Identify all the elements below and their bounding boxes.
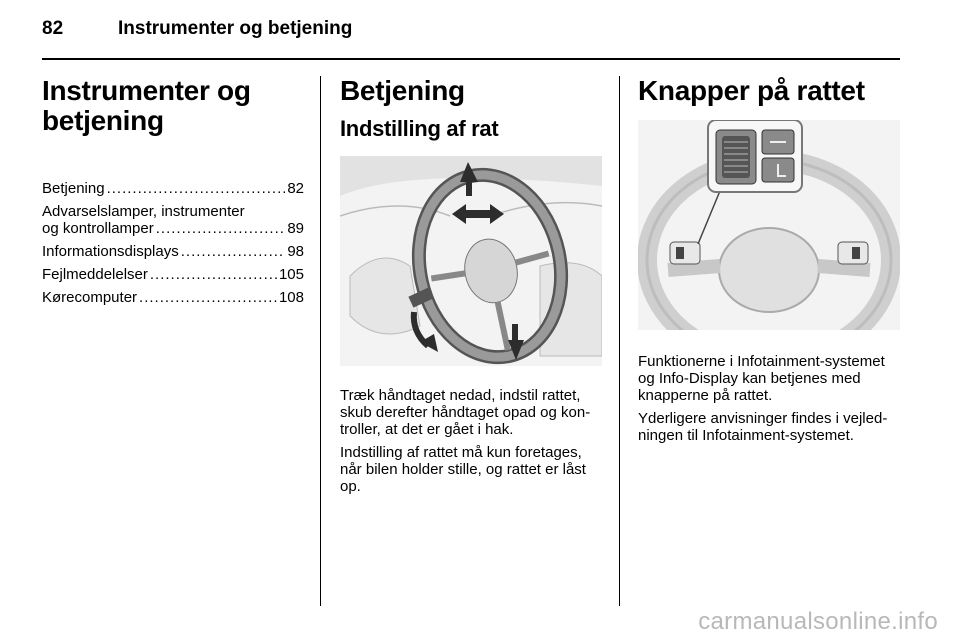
toc-item[interactable] — [42, 180, 304, 197]
chapter-heading-line1: Instrumenter og — [42, 75, 251, 106]
watermark: carmanualsonline.info — [698, 608, 938, 635]
wheel-buttons-column — [638, 76, 900, 450]
chapter-heading-line2: betjening — [42, 105, 164, 136]
chapter-heading — [42, 76, 304, 136]
toc-item-label: Fejlmeddelelser — [42, 266, 148, 283]
toc-item[interactable] — [42, 203, 304, 237]
column-divider-1 — [320, 76, 321, 606]
table-of-contents — [42, 180, 304, 306]
subsection-heading: Indstilling af rat — [340, 116, 499, 141]
toc-column — [42, 76, 304, 312]
toc-item-page: 105 — [278, 266, 304, 283]
body-text — [340, 387, 602, 495]
toc-leader-dots — [181, 243, 286, 260]
toc-item-page: 89 — [287, 220, 304, 237]
toc-item-label-cont: og kontrollamper — [42, 220, 154, 237]
toc-item-label: Advarselslamper, instrumenter — [42, 203, 245, 220]
steering-adjust-column — [340, 76, 602, 501]
toc-item-label: Betjening — [42, 180, 105, 197]
toc-item-label: Informationsdisplays — [42, 243, 179, 260]
steering-adjust-illustration — [340, 156, 602, 366]
page-number: 82 — [42, 18, 64, 39]
paragraph: Funktionerne i Infotainment-systemet og Info-Display kan betjenes med knapperne på rattet. — [638, 353, 885, 404]
toc-leader-dots — [156, 220, 286, 237]
paragraph: Træk håndtaget nedad, indstil rattet, skub derefter håndtaget opad og kontroller, at det er gået i hak. — [340, 387, 591, 438]
toc-leader-dots — [139, 289, 277, 306]
header-rule — [42, 58, 900, 60]
section-heading: Betjening — [340, 75, 465, 106]
steering-wheel-buttons-illustration — [638, 120, 900, 330]
toc-item-label: Kørecomputer — [42, 289, 138, 306]
toc-item-page: 82 — [287, 180, 304, 197]
paragraph: Yderligere anvisninger findes i vejledningen til Infotainment-systemet. — [638, 410, 888, 444]
header-title: Instrumenter og betjening — [118, 18, 353, 39]
toc-item-page: 98 — [287, 243, 304, 260]
toc-item[interactable] — [42, 289, 304, 306]
toc-item[interactable] — [42, 266, 304, 283]
body-text — [638, 353, 900, 444]
toc-item-page: 108 — [278, 289, 304, 306]
toc-item[interactable] — [42, 243, 304, 260]
section-heading: Knapper på rattet — [638, 75, 865, 106]
toc-leader-dots — [107, 180, 286, 197]
column-divider-2 — [619, 76, 620, 606]
paragraph: Indstilling af rattet må kun foretages, når bilen holder stille, og rattet er låst op. — [340, 444, 586, 495]
toc-leader-dots — [150, 266, 277, 283]
